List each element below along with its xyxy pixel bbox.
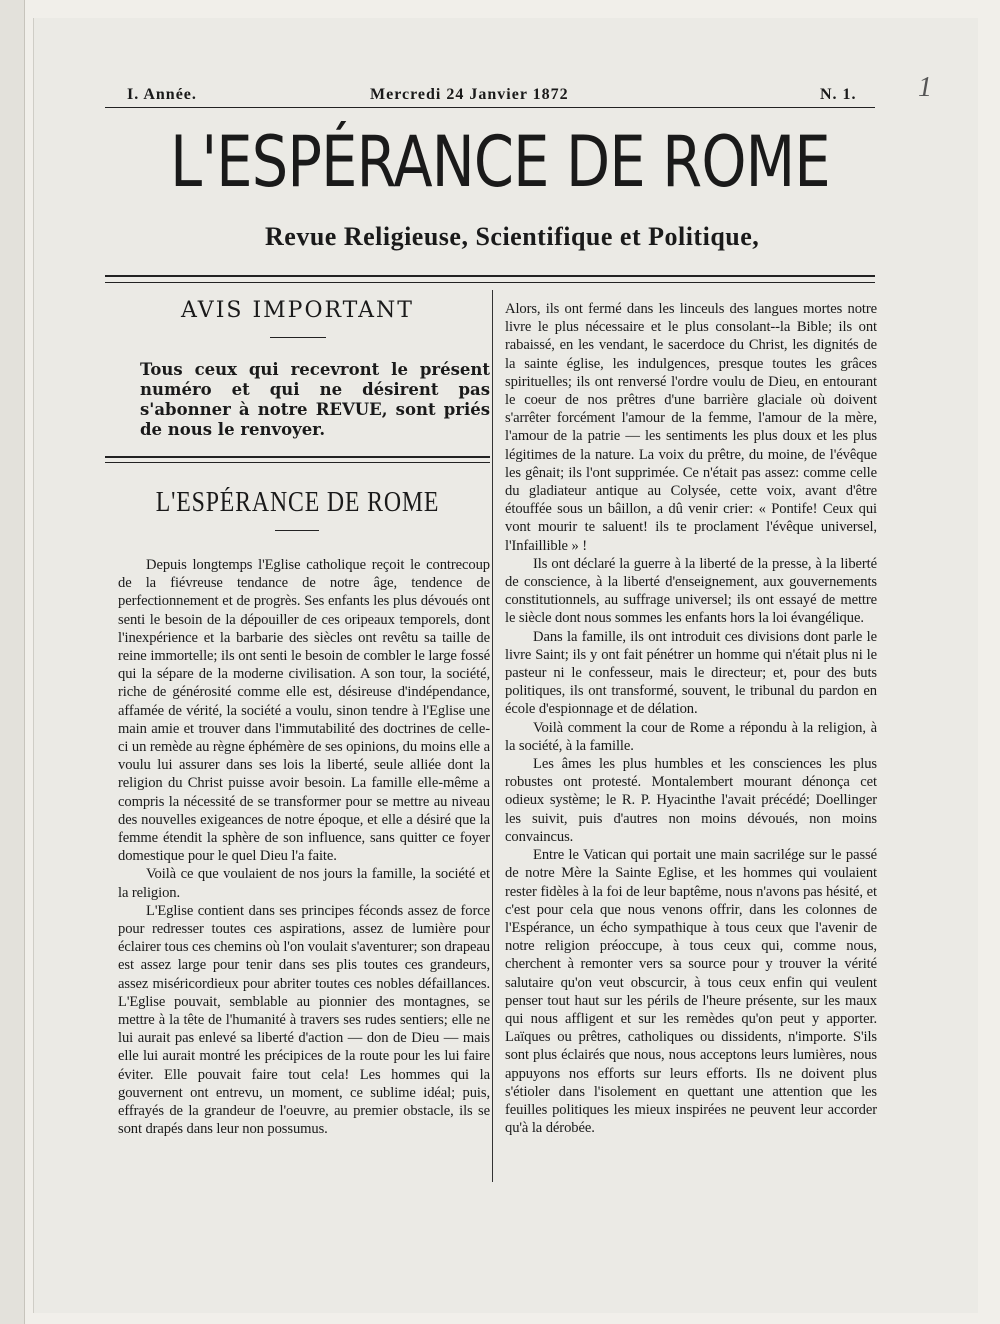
- header-rule: [105, 107, 875, 108]
- article-right-column: [505, 300, 877, 1137]
- masthead-subtitle: Revue Religieuse, Scientifique et Politique,: [265, 222, 760, 251]
- issue-number: N. 1.: [820, 86, 857, 103]
- section-rule-top: [105, 456, 490, 458]
- notice-text: Tous ceux qui recevront le présent numéro et qui ne désirent pas s'abonner à notre REVUE, sont priés de nous le renvoyer.: [140, 360, 490, 439]
- article-paragraph: Voilà ce que voulaient de nos jours la famille, la société et la religion.: [118, 866, 490, 901]
- folio-number: 1: [918, 72, 932, 103]
- masthead-rule-bottom: [105, 282, 875, 283]
- adjacent-page-edge: [0, 0, 25, 1324]
- masthead-title: L'ESPÉRANCE DE ROME: [170, 121, 830, 203]
- section-rule-bottom: [105, 462, 490, 463]
- article-paragraph: Depuis longtemps l'Eglise catholique reçoit le contrecoup de la fiévreuse tendance de notre âge, tendence de perfectionnement et de progrès. Ses enfants les plus dévoués ont senti le besoin de la dépouiller de ces oripeaux temporels, dont l'inexpérience et la barbarie des siècles ont revêtu sa taille de reine immortelle; ils ont senti le besoin de combler le large fossé qui la sépare de la moderne civilisation. A son tour, la société, riche de générosité comme elle est, désireuse d'indépendance, affamée de vérité, la société a voulu, sinon tendre à l'Eglise une main amie et trouver dans l'immutabilité des doctrines de celle-ci un remède au règne éphémère de ses opinions, du moins elle a voulu lui assurer dans ses lois la liberté, seule alliée dont la religion du Christ puisse avoir besoin. La famille elle-même a compris la nécessité de se transformer pour se mettre au niveau des nouvelles exigeances de notre époque, et elle a désiré que la femme étendit la sphère de son influence, sans quitter ce foyer domestique pour le quel Dieu l'a faite.: [118, 557, 490, 865]
- column-divider: [492, 290, 493, 1182]
- article-title: L'ESPÉRANCE DE ROME: [155, 487, 440, 518]
- article-paragraph: Alors, ils ont fermé dans les linceuls des langues mortes notre livre le plus nécessaire et le plus consolant--la Bible; ils ont rabaissé, en les vendant, le sacerdoce du Christ, les dignités de la sainte église, les indulgences, presque toutes les grâces spirituelles; ils ont renversé l'ordre voulu de Dieu, en entourant le coeur de nos prêtres d'une barrière glaciale où doivent s'arrêter forcément l'amour de la femme, l'amour de la mère, l'amour de la patrie — les sentiments les plus doux et les plus légitimes de la nature. La voix du prêtre, du moine, de l'évêque les gênait; ils l'ont supprimée. Ce n'était pas assez: comme celle du gladiateur antique au Colysée, cette voix, avant d'être étouffée sous un bâillon, a dû venir crier: « Pontife! Ceux qui vont mourir te saluent! ils te proclament l'évêque universel, l'Infaillible » !: [505, 301, 877, 554]
- article-left-column: [118, 556, 490, 1139]
- date-label: Mercredi 24 Janvier 1872: [370, 86, 569, 103]
- article-paragraph: Ils ont déclaré la guerre à la liberté de la presse, à la liberté de conscience, à la liberté d'enseignement, aux gouvernements constitutionnels, au suffrage universel; ils ont essayé de mettre le siècle dont nous sommes les enfants hors la loi évangélique.: [505, 555, 877, 627]
- year-label: I. Année.: [127, 86, 197, 103]
- notice-underline: [270, 337, 326, 338]
- article-paragraph: Entre le Vatican qui portait une main sacrilége sur le passé de notre Mère la Sainte Eglise, et les hommes qui voulaient rester fidèles à la foi de leur baptême, nous n'avons pas hésité, et c'est pour cela que nous venons offrir, dans les colonnes de l'Espérance, un écho sympathique à tous ceux que l'avenir de notre religion préoccupe, à tous ceux qui, comme nous, cherchent à remonter vers sa source pour y trouver la vérité salutaire qu'on veut obscurcir, à tous ceux enfin qui veulent penser tout haut sur les périls de l'heure présente, sur les maux qui nous affligent et sur les remèdes qu'on peut y apporter. Laïques ou prêtres, catholiques ou dissidents, n'importe. S'ils sont plus éclairés que nous, nous acceptons leurs lumières, nous appuyons nos efforts sur leurs efforts. Ils ne doivent plus s'étioler dans l'isolement en quettant une attention que les feuilles politiques les mieux inspirées ne peuvent leur accorder qu'à la dérobée.: [505, 847, 877, 1137]
- article-paragraph: L'Eglise contient dans ses principes féconds assez de force pour redresser toutes ces aspirations, assez de lumière pour éclairer tous ces chemins où l'on voulait s'aventurer; son drapeau est assez large pour tenir dans ses plis toutes ces grandeurs, assez miséricordieux pour abriter toutes ces nobles défaillances. L'Eglise pouvait, semblable au pionnier des montagnes, se mettre à la tête de l'humanité à travers ses rudes sentiers; elle ne lui aurait pas enlevé sa liberté d'action — don de Dieu — mais elle lui aurait montré les précipices de la route pour les lui faire éviter. Elle pouvait faire tout cela! Les hommes qui la gouvernent ont entrevu, un moment, ce sublime idéal; puis, effrayés de la grandeur de l'oeuvre, au premier obstacle, ils se sont drapés dans leur non possumus.: [118, 902, 490, 1138]
- article-paragraph: Voilà comment la cour de Rome a répondu à la religion, à la société, à la famille.: [505, 719, 877, 754]
- article-paragraph: Dans la famille, ils ont introduit ces divisions dont parle le livre Saint; ils y ont fait pénétrer un homme qui n'était plus ni le pasteur ni le confesseur, mais le directeur; et, pour des buts politiques, ils ont transformé, souvent, le tribunal du pardon en école d'espionnage et de délation.: [505, 628, 877, 718]
- article-paragraph: Les âmes les plus humbles et les consciences les plus robustes ont protesté. Montalembert mourant dénonça cet odieux système; le R. P. Hyacinthe l'avait précédé; Doellinger les suivit, puis d'autres non moins dévoués, non moins convaincus.: [505, 756, 877, 845]
- article-title-underline: [275, 530, 319, 531]
- masthead-rule-top: [105, 275, 875, 277]
- notice-title: AVIS IMPORTANT: [181, 298, 414, 323]
